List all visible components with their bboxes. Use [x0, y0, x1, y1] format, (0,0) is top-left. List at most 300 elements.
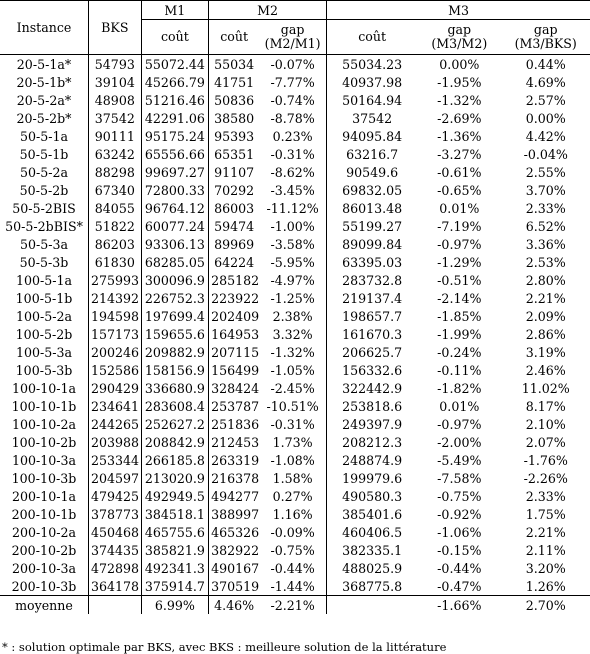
cell-instance: 20-5-2b* — [16, 110, 72, 126]
cell-instance: 100-5-2b — [15, 326, 73, 342]
cell-m3-gap-bks: 2.09% — [525, 308, 566, 324]
cell-m2-cout: 328424 — [209, 379, 260, 397]
cell-m3-gap-m2: 0.01% — [439, 200, 480, 216]
cell-m3-gap-bks: 3.19% — [525, 344, 566, 360]
cell-bks: 275993 — [88, 271, 141, 289]
cell-m2-gap: -8.62% — [270, 164, 315, 180]
cell-m1-cout: 492341.3 — [141, 559, 208, 577]
cell-m2-gap: -1.00% — [270, 218, 315, 234]
table-row — [0, 55, 590, 74]
cell-m3-gap-m2: -0.47% — [437, 578, 482, 594]
cell-m3-gap-bks: 1.26% — [525, 578, 566, 594]
table-row — [0, 163, 590, 181]
cell-instance: 100-5-1b — [15, 290, 73, 306]
cell-m1-cout: 60077.24 — [141, 217, 208, 235]
cell-m3-gap-bks: 2.10% — [525, 416, 566, 432]
cell-m2-gap: 1.73% — [272, 434, 313, 450]
cell-m2-cout: 465326 — [209, 523, 260, 541]
table-row — [0, 451, 590, 469]
cell-instance: 200-10-2a — [11, 524, 77, 540]
cell-m1-cout: 68285.05 — [141, 253, 208, 271]
cell-bks: 203988 — [88, 433, 141, 451]
cell-m3-gap-bks: 3.36% — [525, 236, 566, 252]
cell-m2-gap: -1.32% — [270, 344, 315, 360]
table-footnote: * : solution optimale par BKS, avec BKS : meilleure solution de la littérature — [2, 640, 447, 654]
table-footer — [0, 596, 590, 615]
cell-bks: 152586 — [88, 361, 141, 379]
cell-instance: 100-5-3a — [15, 344, 73, 360]
cell-m2-cout: 223922 — [209, 289, 260, 307]
table-row — [0, 379, 590, 397]
cell-m3-gap-m2: -1.82% — [437, 380, 482, 396]
table-row — [0, 397, 590, 415]
cell-m3-gap-bks: 2.21% — [525, 524, 566, 540]
cell-m1-cout: 51216.46 — [141, 91, 208, 109]
average-row — [0, 596, 590, 615]
table-row — [0, 541, 590, 559]
cell-m2-gap: -4.97% — [270, 272, 315, 288]
cell-instance: 20-5-1a* — [16, 56, 72, 72]
col-header-m2-gap-line1: gap — [280, 22, 305, 37]
cell-instance: 20-5-1b* — [16, 74, 72, 90]
table-row — [0, 289, 590, 307]
cell-m3-gap-bks: 2.53% — [525, 254, 566, 270]
cell-m3-gap-m2: -1.36% — [437, 128, 482, 144]
cell-m3-cout: 206625.7 — [327, 343, 418, 361]
average-cell-instance: moyenne — [0, 596, 88, 615]
cell-m2-cout: 216378 — [209, 469, 260, 487]
table-row — [0, 145, 590, 163]
cell-m2-cout: 382922 — [209, 541, 260, 559]
cell-m3-cout: 248874.9 — [327, 451, 418, 469]
cell-bks: 48908 — [88, 91, 141, 109]
cell-bks: 67340 — [88, 181, 141, 199]
cell-m3-cout: 69832.05 — [327, 181, 418, 199]
cell-instance: 100-10-3a — [11, 452, 77, 468]
cell-instance: 50-5-2a — [19, 164, 69, 180]
cell-instance: 100-10-1a — [11, 380, 77, 396]
cell-m3-cout: 55199.27 — [327, 217, 418, 235]
cell-m2-cout: 65351 — [209, 145, 260, 163]
cell-m2-cout: 89969 — [209, 235, 260, 253]
cell-instance: 100-10-2b — [11, 434, 77, 450]
cell-m3-gap-m2: 0.00% — [439, 56, 480, 72]
cell-m3-gap-bks: 2.46% — [525, 362, 566, 378]
cell-m3-gap-bks: 2.33% — [525, 488, 566, 504]
cell-m3-cout: 249397.9 — [327, 415, 418, 433]
cell-instance: 50-5-3a — [19, 236, 69, 252]
table-row — [0, 469, 590, 487]
cell-instance: 200-10-1b — [11, 506, 77, 522]
cell-bks: 200246 — [88, 343, 141, 361]
cell-bks: 253344 — [88, 451, 141, 469]
cell-bks: 88298 — [88, 163, 141, 181]
table-row — [0, 307, 590, 325]
table-row — [0, 181, 590, 199]
table-row — [0, 343, 590, 361]
cell-bks: 86203 — [88, 235, 141, 253]
group-header-m3: M3 — [327, 1, 590, 20]
table-header — [0, 1, 590, 55]
col-header-m2-gap-line2: (M2/M1) — [264, 36, 321, 51]
cell-m3-gap-bks: 2.80% — [525, 272, 566, 288]
col-header-bks: BKS — [88, 1, 141, 55]
cell-m2-gap: -0.31% — [270, 416, 315, 432]
cell-m2-cout: 263319 — [209, 451, 260, 469]
cell-m2-cout: 70292 — [209, 181, 260, 199]
cell-m2-gap: -0.74% — [270, 92, 315, 108]
cell-m1-cout: 283608.4 — [141, 397, 208, 415]
cell-m3-gap-m2: -0.97% — [437, 236, 482, 252]
cell-m3-gap-m2: -0.51% — [437, 272, 482, 288]
cell-m1-cout: 93306.13 — [141, 235, 208, 253]
cell-bks: 157173 — [88, 325, 141, 343]
cell-m3-gap-m2: -2.69% — [437, 110, 482, 126]
cell-m3-gap-m2: -7.19% — [437, 218, 482, 234]
cell-m2-gap: 2.38% — [272, 308, 313, 324]
cell-m2-gap: -1.08% — [270, 452, 315, 468]
table-row — [0, 487, 590, 505]
average-cell-m1-cout: 6.99% — [141, 596, 208, 615]
cell-m1-cout: 95175.24 — [141, 127, 208, 145]
cell-m3-gap-m2: -2.00% — [437, 434, 482, 450]
cell-instance: 200-10-2b — [11, 542, 77, 558]
cell-instance: 100-10-1b — [11, 398, 77, 414]
cell-m3-cout: 90549.6 — [327, 163, 418, 181]
cell-m2-gap: -3.45% — [270, 182, 315, 198]
cell-m3-gap-bks: 2.07% — [525, 434, 566, 450]
cell-m3-gap-m2: 0.01% — [439, 398, 480, 414]
table-row — [0, 505, 590, 523]
table-row — [0, 91, 590, 109]
table-row — [0, 217, 590, 235]
cell-bks: 37542 — [88, 109, 141, 127]
col-header-m3-gap-m2-line2: (M3/M2) — [431, 36, 488, 51]
cell-m3-cout: 382335.1 — [327, 541, 418, 559]
cell-m1-cout: 375914.7 — [141, 577, 208, 596]
cell-m1-cout: 252627.2 — [141, 415, 208, 433]
cell-instance: 50-5-1b — [19, 146, 69, 162]
cell-m1-cout: 42291.06 — [141, 109, 208, 127]
cell-m3-cout: 253818.6 — [327, 397, 418, 415]
cell-m2-gap: -0.31% — [270, 146, 315, 162]
cell-m1-cout: 96764.12 — [141, 199, 208, 217]
col-header-m2-gap — [259, 20, 326, 55]
cell-m2-cout: 38580 — [209, 109, 260, 127]
cell-m3-cout: 55034.23 — [327, 55, 418, 74]
group-header-m1: M1 — [141, 1, 208, 20]
col-header-instance: Instance — [0, 1, 88, 55]
cell-m3-cout: 89099.84 — [327, 235, 418, 253]
cell-m2-gap: -1.44% — [270, 578, 315, 594]
cell-m2-cout: 207115 — [209, 343, 260, 361]
group-header-m2: M2 — [209, 1, 327, 20]
cell-m3-gap-bks: -2.26% — [523, 470, 568, 486]
table-row — [0, 523, 590, 541]
table-row — [0, 127, 590, 145]
cell-m2-gap: 0.27% — [272, 488, 313, 504]
cell-m1-cout: 45266.79 — [141, 73, 208, 91]
cell-m3-gap-m2: -0.75% — [437, 488, 482, 504]
cell-m3-cout: 283732.8 — [327, 271, 418, 289]
cell-m2-gap: -5.95% — [270, 254, 315, 270]
cell-bks: 63242 — [88, 145, 141, 163]
cell-m3-cout: 208212.3 — [327, 433, 418, 451]
cell-m1-cout: 197699.4 — [141, 307, 208, 325]
cell-instance: 20-5-2a* — [16, 92, 72, 108]
cell-m2-gap: 0.23% — [272, 128, 313, 144]
cell-bks: 39104 — [88, 73, 141, 91]
table-row — [0, 577, 590, 596]
col-header-m3-gap-bks-line1: gap — [533, 22, 558, 37]
cell-m3-cout: 219137.4 — [327, 289, 418, 307]
table-row — [0, 73, 590, 91]
cell-m2-gap: -3.58% — [270, 236, 315, 252]
cell-instance: 50-5-1a — [19, 128, 69, 144]
cell-m2-gap: 3.32% — [272, 326, 313, 342]
cell-m2-gap: -7.77% — [270, 74, 315, 90]
table-row — [0, 559, 590, 577]
cell-m3-gap-bks: 0.44% — [525, 56, 566, 72]
cell-m3-gap-m2: -1.32% — [437, 92, 482, 108]
average-cell-m2-gap: -2.21% — [259, 596, 326, 615]
cell-instance: 200-10-1a — [11, 488, 77, 504]
cell-m3-cout: 50164.94 — [327, 91, 418, 109]
cell-m3-gap-bks: 11.02% — [521, 380, 570, 396]
cell-instance: 100-10-3b — [11, 470, 77, 486]
cell-m2-cout: 370519 — [209, 577, 260, 596]
cell-bks: 61830 — [88, 253, 141, 271]
cell-m2-gap: -0.75% — [270, 542, 315, 558]
cell-m2-cout: 59474 — [209, 217, 260, 235]
cell-m3-gap-m2: -1.85% — [437, 308, 482, 324]
table-body — [0, 55, 590, 596]
cell-m3-gap-m2: -0.11% — [437, 362, 482, 378]
cell-bks: 290429 — [88, 379, 141, 397]
cell-instance: 50-5-2b — [19, 182, 69, 198]
cell-m3-cout: 368775.8 — [327, 577, 418, 596]
cell-m3-gap-m2: -1.99% — [437, 326, 482, 342]
cell-m2-cout: 251836 — [209, 415, 260, 433]
cell-m2-cout: 285182 — [209, 271, 260, 289]
cell-m3-cout: 385401.6 — [327, 505, 418, 523]
cell-bks: 364178 — [88, 577, 141, 596]
cell-m3-gap-m2: -7.58% — [437, 470, 482, 486]
col-header-m3-gap-m2 — [417, 20, 501, 55]
table-row — [0, 235, 590, 253]
cell-m3-cout: 86013.48 — [327, 199, 418, 217]
cell-m2-cout: 164953 — [209, 325, 260, 343]
cell-m1-cout: 213020.9 — [141, 469, 208, 487]
cell-m1-cout: 72800.33 — [141, 181, 208, 199]
cell-m3-cout: 40937.98 — [327, 73, 418, 91]
cell-m3-gap-m2: -3.27% — [437, 146, 482, 162]
cell-m3-gap-m2: -1.95% — [437, 74, 482, 90]
cell-m1-cout: 336680.9 — [141, 379, 208, 397]
average-cell-m3-gap-bks: 2.70% — [501, 596, 590, 615]
cell-m1-cout: 158156.9 — [141, 361, 208, 379]
cell-bks: 479425 — [88, 487, 141, 505]
cell-m3-cout: 37542 — [327, 109, 418, 127]
cell-bks: 90111 — [88, 127, 141, 145]
cell-m3-cout: 199979.6 — [327, 469, 418, 487]
cell-m2-cout: 212453 — [209, 433, 260, 451]
average-cell-m3-gap-m2: -1.66% — [417, 596, 501, 615]
cell-bks: 378773 — [88, 505, 141, 523]
cell-bks: 244265 — [88, 415, 141, 433]
col-header-m3-gap-bks-line2: (M3/BKS) — [514, 36, 577, 51]
cell-m2-gap: -2.45% — [270, 380, 315, 396]
cell-bks: 234641 — [88, 397, 141, 415]
cell-m2-cout: 253787 — [209, 397, 260, 415]
cell-m2-gap: -8.78% — [270, 110, 315, 126]
average-cell-m2-cout: 4.46% — [209, 596, 260, 615]
cell-m3-cout: 156332.6 — [327, 361, 418, 379]
cell-m2-gap: -10.51% — [266, 398, 319, 414]
cell-m1-cout: 209882.9 — [141, 343, 208, 361]
cell-bks: 450468 — [88, 523, 141, 541]
cell-m3-gap-m2: -0.97% — [437, 416, 482, 432]
cell-m3-gap-bks: 2.33% — [525, 200, 566, 216]
cell-m3-gap-bks: 0.00% — [525, 110, 566, 126]
cell-instance: 100-5-1a — [15, 272, 73, 288]
cell-m2-cout: 55034 — [209, 55, 260, 74]
cell-m2-cout: 91107 — [209, 163, 260, 181]
cell-m2-cout: 494277 — [209, 487, 260, 505]
cell-m2-cout: 202409 — [209, 307, 260, 325]
cell-m2-cout: 41751 — [209, 73, 260, 91]
cell-instance: 100-5-2a — [15, 308, 73, 324]
cell-bks: 204597 — [88, 469, 141, 487]
cell-m3-gap-bks: 2.55% — [525, 164, 566, 180]
cell-m2-cout: 86003 — [209, 199, 260, 217]
cell-m3-gap-m2: -1.06% — [437, 524, 482, 540]
cell-m3-gap-m2: -1.29% — [437, 254, 482, 270]
cell-instance: 50-5-2BIS — [12, 200, 76, 216]
cell-m3-cout: 488025.9 — [327, 559, 418, 577]
cell-m3-gap-m2: -5.49% — [437, 452, 482, 468]
cell-m2-gap: -0.44% — [270, 560, 315, 576]
cell-m1-cout: 99697.27 — [141, 163, 208, 181]
cell-m2-gap: 1.16% — [272, 506, 313, 522]
cell-m1-cout: 208842.9 — [141, 433, 208, 451]
cell-m2-cout: 490167 — [209, 559, 260, 577]
col-header-m3-cout: coût — [327, 20, 418, 55]
table-row — [0, 433, 590, 451]
cell-m1-cout: 65556.66 — [141, 145, 208, 163]
cell-m2-cout: 64224 — [209, 253, 260, 271]
average-cell-bks — [88, 596, 141, 615]
cell-m3-gap-m2: -0.92% — [437, 506, 482, 522]
cell-bks: 194598 — [88, 307, 141, 325]
cell-m2-cout: 95393 — [209, 127, 260, 145]
cell-bks: 54793 — [88, 55, 141, 74]
cell-m2-gap: -0.07% — [270, 56, 315, 72]
table-row — [0, 415, 590, 433]
cell-m3-gap-bks: 4.42% — [525, 128, 566, 144]
table-row — [0, 325, 590, 343]
cell-m3-gap-bks: 3.70% — [525, 182, 566, 198]
table-row — [0, 271, 590, 289]
col-header-m3-gap-m2-line1: gap — [447, 22, 472, 37]
cell-bks: 214392 — [88, 289, 141, 307]
cell-m3-gap-bks: 2.57% — [525, 92, 566, 108]
cell-instance: 50-5-3b — [19, 254, 69, 270]
col-header-m1-cout: coût — [141, 20, 208, 55]
cell-m2-cout: 388997 — [209, 505, 260, 523]
col-header-m2-cout: coût — [209, 20, 260, 55]
cell-m2-cout: 156499 — [209, 361, 260, 379]
cell-m1-cout: 385821.9 — [141, 541, 208, 559]
cell-m3-cout: 161670.3 — [327, 325, 418, 343]
table-row — [0, 361, 590, 379]
cell-m3-gap-bks: -1.76% — [523, 452, 568, 468]
cell-m1-cout: 226752.3 — [141, 289, 208, 307]
cell-m3-gap-bks: 6.52% — [525, 218, 566, 234]
cell-m2-gap: -1.25% — [270, 290, 315, 306]
cell-m2-gap: 1.58% — [272, 470, 313, 486]
cell-m2-gap: -0.09% — [270, 524, 315, 540]
cell-m1-cout: 300096.9 — [141, 271, 208, 289]
col-header-m3-gap-bks — [501, 20, 590, 55]
cell-m3-gap-m2: -0.24% — [437, 344, 482, 360]
table-row — [0, 109, 590, 127]
cell-m3-cout: 198657.7 — [327, 307, 418, 325]
cell-m3-gap-m2: -0.65% — [437, 182, 482, 198]
cell-m3-gap-bks: 3.20% — [525, 560, 566, 576]
cell-m3-cout: 63395.03 — [327, 253, 418, 271]
cell-bks: 374435 — [88, 541, 141, 559]
cell-m3-cout: 490580.3 — [327, 487, 418, 505]
cell-bks: 51822 — [88, 217, 141, 235]
cell-m3-cout: 460406.5 — [327, 523, 418, 541]
cell-m3-gap-bks: 4.69% — [525, 74, 566, 90]
cell-m3-gap-m2: -0.44% — [437, 560, 482, 576]
cell-m2-gap: -11.12% — [266, 200, 319, 216]
cell-m3-gap-bks: 2.11% — [525, 542, 566, 558]
cell-m1-cout: 55072.44 — [141, 55, 208, 74]
cell-m3-gap-bks: 1.75% — [525, 506, 566, 522]
cell-m3-gap-bks: -0.04% — [523, 146, 568, 162]
cell-instance: 200-10-3a — [11, 560, 77, 576]
cell-m1-cout: 384518.1 — [141, 505, 208, 523]
cell-m3-cout: 94095.84 — [327, 127, 418, 145]
cell-instance: 100-5-3b — [15, 362, 73, 378]
cell-m3-gap-m2: -2.14% — [437, 290, 482, 306]
cell-m3-cout: 322442.9 — [327, 379, 418, 397]
cell-instance: 200-10-3b — [11, 578, 77, 594]
cell-m3-gap-bks: 8.17% — [525, 398, 566, 414]
cell-m3-gap-bks: 2.86% — [525, 326, 566, 342]
cell-m1-cout: 266185.8 — [141, 451, 208, 469]
cell-m2-gap: -1.05% — [270, 362, 315, 378]
cell-m1-cout: 492949.5 — [141, 487, 208, 505]
cell-instance: 100-10-2a — [11, 416, 77, 432]
cell-bks: 472898 — [88, 559, 141, 577]
cell-m2-cout: 50836 — [209, 91, 260, 109]
cell-instance: 50-5-2bBIS* — [5, 218, 83, 234]
cell-m1-cout: 159655.6 — [141, 325, 208, 343]
cell-m1-cout: 465755.6 — [141, 523, 208, 541]
average-cell-m3-cout — [327, 596, 418, 615]
table-row — [0, 253, 590, 271]
cell-m3-gap-bks: 2.21% — [525, 290, 566, 306]
cell-bks: 84055 — [88, 199, 141, 217]
cell-m3-gap-m2: -0.15% — [437, 542, 482, 558]
cell-m3-cout: 63216.7 — [327, 145, 418, 163]
table-row — [0, 199, 590, 217]
cell-m3-gap-m2: -0.61% — [437, 164, 482, 180]
